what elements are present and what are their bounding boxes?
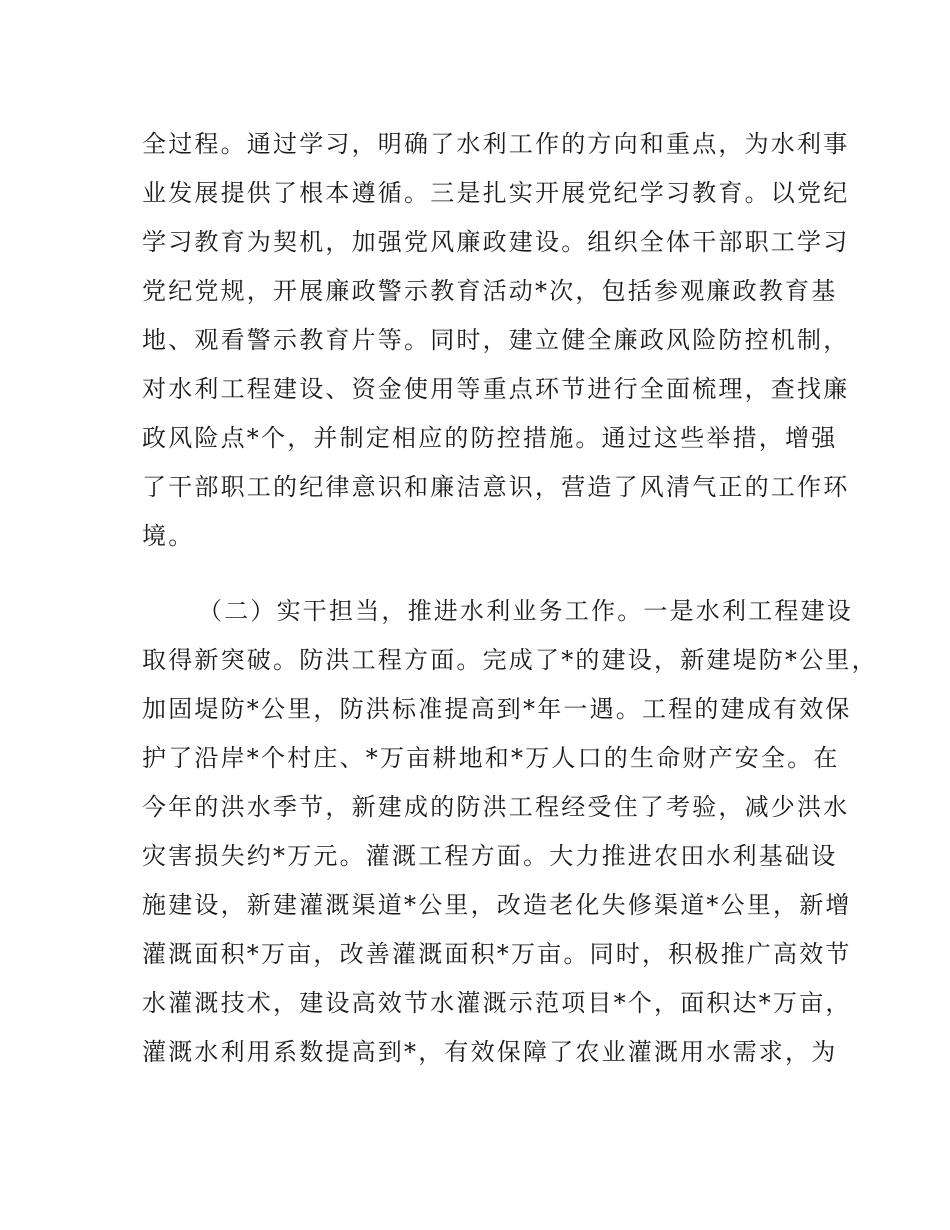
paragraph-line: （二）实干担当，推进水利业务工作。一是水利工程建设 <box>198 597 853 625</box>
document-body <box>142 120 878 1077</box>
paragraph-2 <box>142 587 878 1077</box>
paragraph-line: 党纪党规，开展廉政警示教育活动*次，包括参观廉政教育基 <box>142 277 838 305</box>
paragraph-line: 学习教育为契机，加强党风廉政建设。组织全体干部职工学习 <box>142 228 850 256</box>
paragraph-line: 施建设，新建灌溉渠道*公里，改造老化失修渠道*公里，新增 <box>142 891 852 919</box>
paragraph-line: 灌溉水利用系数提高到*，有效保障了农业灌溉用水需求，为 <box>142 1038 838 1066</box>
paragraph-line: 护了沿岸*个村庄、*万亩耕地和*万人口的生命财产安全。在 <box>142 744 840 772</box>
paragraph-line: 地、观看警示教育片等。同时，建立健全廉政风险防控机制， <box>142 326 850 354</box>
paragraph-line: 业发展提供了根本遵循。三是扎实开展党纪学习教育。以党纪 <box>142 179 850 207</box>
paragraph-line: 今年的洪水季节，新建成的防洪工程经受住了考验，减少洪水 <box>142 793 850 821</box>
paragraph-line: 加固堤防*公里，防洪标准提高到*年一遇。工程的建成有效保 <box>142 695 852 723</box>
paragraph-line: 取得新突破。防洪工程方面。完成了*的建设，新建堤防*公里， <box>142 646 878 674</box>
paragraph-line: 水灌溉技术，建设高效节水灌溉示范项目*个，面积达*万亩， <box>142 989 852 1017</box>
paragraph-line: 境。 <box>142 522 195 550</box>
paragraph-1 <box>142 120 850 561</box>
paragraph-spacer <box>142 561 832 587</box>
paragraph-line: 对水利工程建设、资金使用等重点环节进行全面梳理，查找廉 <box>142 375 850 403</box>
paragraph-line: 灾害损失约*万元。灌溉工程方面。大力推进农田水利基础设 <box>142 842 838 870</box>
paragraph-line: 灌溉面积*万亩，改善灌溉面积*万亩。同时，积极推广高效节 <box>142 940 852 968</box>
paragraph-line: 全过程。通过学习，明确了水利工作的方向和重点，为水利事 <box>142 130 850 158</box>
paragraph-line: 政风险点*个，并制定相应的防控措施。通过这些举措，增强 <box>142 424 838 452</box>
paragraph-line: 了干部职工的纪律意识和廉洁意识，营造了风清气正的工作环 <box>142 473 850 501</box>
